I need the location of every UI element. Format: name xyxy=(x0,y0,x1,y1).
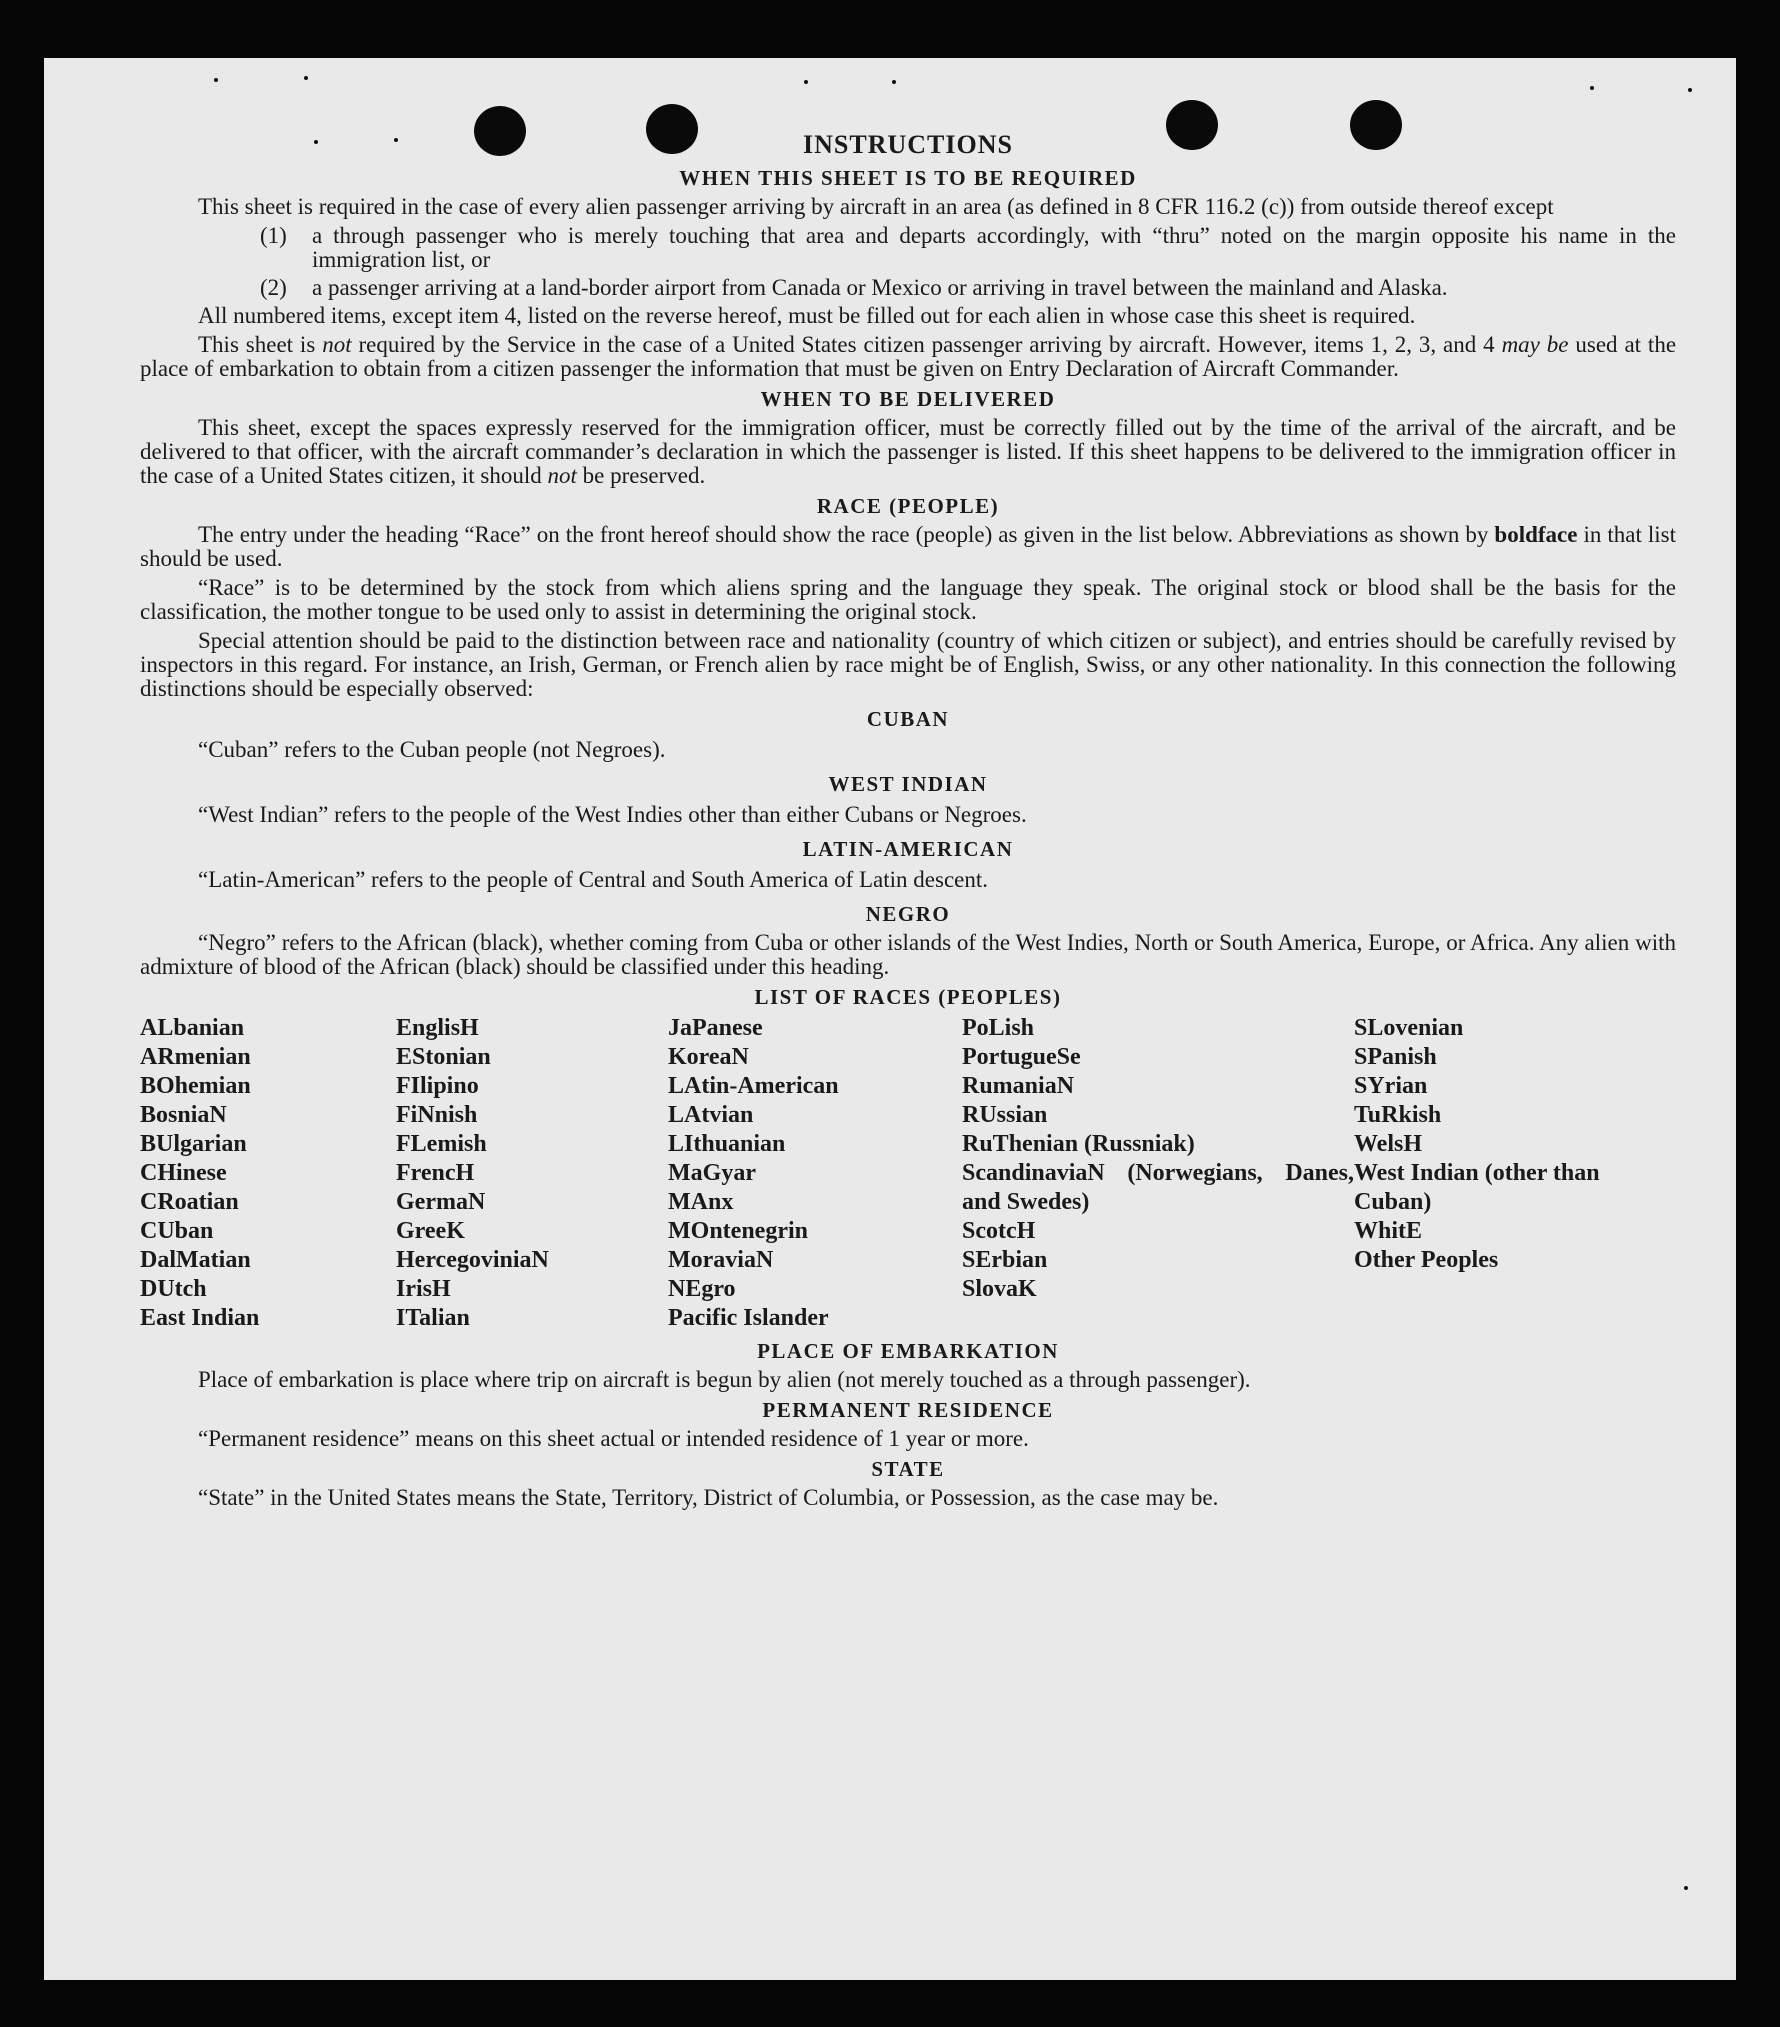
delivered-text-b: be preserved. xyxy=(582,463,706,488)
heading-race: RACE (PEOPLE) xyxy=(816,494,1000,518)
race-column xyxy=(396,1014,668,1333)
race-entry: ALbanian xyxy=(140,1015,245,1041)
race-entry: FrencH xyxy=(396,1160,475,1186)
cuban-text: “Cuban” refers to the Cuban people (not Negroes). xyxy=(198,737,666,762)
residence-text: “Permanent residence” means on this sheet actual or intended residence of 1 year or more. xyxy=(198,1426,1029,1451)
race-entry: SLovenian xyxy=(1354,1015,1464,1041)
embarkation-text: Place of embarkation is place where trip on aircraft is begun by alien (not merely touched as a through passenger). xyxy=(198,1367,1251,1392)
heading-permanent-residence: PERMANENT RESIDENCE xyxy=(762,1398,1054,1422)
race-entry: LAtin-American xyxy=(668,1073,839,1099)
race-entry: West Indian (other than Cuban) xyxy=(1354,1160,1600,1215)
west-indian-text: “West Indian” refers to the people of the West Indies other than either Cubans or Negroes. xyxy=(198,802,1027,827)
item-number: (2) xyxy=(260,275,287,300)
race-entry: TuRkish xyxy=(1354,1102,1442,1128)
heading-cuban: CUBAN xyxy=(866,707,950,731)
race-boldface: boldface xyxy=(1494,522,1578,547)
race-entry: DUtch xyxy=(140,1276,207,1302)
race-entry: BUlgarian xyxy=(140,1131,247,1157)
citizen-text-c: used at the place of embarkation to obtain from a citizen passenger the information that must be given on Entry Declaration of Aircraft Commander. xyxy=(140,332,1677,381)
race-entry: SPanish xyxy=(1354,1044,1437,1070)
race-entry: MoraviaN xyxy=(668,1247,774,1273)
race-entry: GreeK xyxy=(396,1218,465,1244)
race-entry: RUssian xyxy=(962,1102,1048,1128)
speck xyxy=(214,78,218,82)
item-text: a through passenger who is merely touching that area and departs accordingly, with “thru” noted on the margin opposite his name in the immigration list, or xyxy=(312,223,1676,272)
race-entry: IrisH xyxy=(396,1276,451,1302)
heading-state: STATE xyxy=(871,1457,945,1481)
instructions-content xyxy=(140,130,1676,1515)
citizen-text-b: required by the Service in the case of a United States citizen passenger arriving by aircraft. However, items 1, 2, 3, and 4 xyxy=(358,332,1495,357)
race-paragraph-1 xyxy=(140,523,1676,571)
race-entry: ScandinaviaN (Norwegians, Danes, and Swedes) xyxy=(962,1160,1354,1215)
citizen-paragraph xyxy=(140,333,1676,381)
race-entry: WhitE xyxy=(1354,1218,1423,1244)
heading-embarkation: PLACE OF EMBARKATION xyxy=(757,1339,1059,1363)
race-entry: GermaN xyxy=(396,1189,486,1215)
heading-negro: NEGRO xyxy=(865,902,951,926)
item-number: (1) xyxy=(260,223,287,248)
exception-item xyxy=(260,276,1676,300)
heading-west-indian: WEST INDIAN xyxy=(828,772,988,796)
speck xyxy=(1590,86,1594,90)
race-entry: HercegoviniaN xyxy=(396,1247,549,1273)
exception-item xyxy=(260,224,1676,272)
speck xyxy=(304,76,308,80)
speck xyxy=(1688,88,1692,92)
race-entry: CHinese xyxy=(140,1160,227,1186)
race-entry: ITalian xyxy=(396,1305,470,1331)
latin-american-text: “Latin-American” refers to the people of Central and South America of Latin descent. xyxy=(198,867,988,892)
race-entry: ARmenian xyxy=(140,1044,251,1070)
race-column xyxy=(140,1014,396,1333)
race-entry: JaPanese xyxy=(668,1015,763,1041)
race-entry: East Indian xyxy=(140,1305,260,1331)
race-entry: MOntenegrin xyxy=(668,1218,808,1244)
race-entry: NEgro xyxy=(668,1276,736,1302)
heading-when-delivered: WHEN TO BE DELIVERED xyxy=(760,387,1056,411)
race-entry: BOhemian xyxy=(140,1073,251,1099)
race-paragraph-2: “Race” is to be determined by the stock from which aliens spring and the language they speak. The original stock or blood shall be the basis for the classification, the mother tongue to be used only to assist in determining the original stock. xyxy=(140,575,1676,624)
race-column xyxy=(1354,1014,1654,1333)
race-entry: Pacific Islander xyxy=(668,1305,829,1331)
citizen-text-a: This sheet is xyxy=(198,332,316,357)
page-title: INSTRUCTIONS xyxy=(803,130,1013,159)
race-entry: FLemish xyxy=(396,1131,487,1157)
race-entry: LIthuanian xyxy=(668,1131,786,1157)
negro-text: “Negro” refers to the African (black), whether coming from Cuba or other islands of the West Indies, North or South America, Europe, or Africa. Any alien with admixture of blood of the African (black) should be classified under this heading. xyxy=(140,930,1676,979)
race-entry: RumaniaN xyxy=(962,1073,1075,1099)
race-entry: EnglisH xyxy=(396,1015,479,1041)
race-entry: Other Peoples xyxy=(1354,1247,1499,1273)
race-entry: SErbian xyxy=(962,1247,1048,1273)
heading-when-required: WHEN THIS SHEET IS TO BE REQUIRED xyxy=(679,166,1137,190)
speck xyxy=(804,80,808,84)
race-paragraph-3: Special attention should be paid to the distinction between race and nationality (country of which citizen or subject), and entries should be carefully revised by inspectors in this regard. For instance, an Irish, German, or French alien by race might be of English, Swiss, or any other nationality. In this connection the following distinctions should be especially observed: xyxy=(140,628,1676,701)
race-entry: WelsH xyxy=(1354,1131,1423,1157)
speck xyxy=(892,80,896,84)
race-entry: DalMatian xyxy=(140,1247,251,1273)
race-entry: EStonian xyxy=(396,1044,491,1070)
race-entry: PoLish xyxy=(962,1015,1035,1041)
citizen-not: not xyxy=(322,332,352,357)
race-entry: LAtvian xyxy=(668,1102,754,1128)
when-required-intro: This sheet is required in the case of every alien passenger arriving by aircraft in an area (as defined in 8 CFR 116.2 (c)) from outside thereof except xyxy=(198,194,1554,219)
race-entry: RuThenian (Russniak) xyxy=(962,1131,1195,1157)
race-column xyxy=(668,1014,962,1333)
race-column xyxy=(962,1014,1354,1333)
race-text-b: in that list should be used. xyxy=(140,522,1677,571)
race-entry: KoreaN xyxy=(668,1044,749,1070)
race-entry: CRoatian xyxy=(140,1189,239,1215)
race-entry: FiNnish xyxy=(396,1102,478,1128)
heading-latin-american: LATIN-AMERICAN xyxy=(802,837,1014,861)
race-text-a: The entry under the heading “Race” on the front hereof should show the race (people) as given in the list below. Abbreviations as shown by xyxy=(198,522,1489,547)
race-entry: SYrian xyxy=(1354,1073,1428,1099)
race-entry: BosniaN xyxy=(140,1102,227,1128)
race-entry: PortugueSe xyxy=(962,1044,1081,1070)
race-entry: MAnx xyxy=(668,1189,734,1215)
delivered-text-a: This sheet, except the spaces expressly reserved for the immigration officer, must be correctly filled out by the time of the arrival of the aircraft, and be delivered to that officer, with the aircraft commander’s declaration in which the passenger is listed. If this sheet happens to be delivered to the immigration officer in the case of a United States citizen, it should xyxy=(140,415,1676,488)
citizen-may-be: may be xyxy=(1501,332,1569,357)
item-text: a passenger arriving at a land-border airport from Canada or Mexico or arriving in travel between the mainland and Alaska. xyxy=(312,275,1448,300)
race-list xyxy=(140,1014,1676,1333)
state-text: “State” in the United States means the State, Territory, District of Columbia, or Possession, as the case may be. xyxy=(198,1485,1219,1510)
heading-list-of-races: LIST OF RACES (PEOPLES) xyxy=(754,985,1062,1009)
speck xyxy=(1684,1886,1688,1890)
delivered-paragraph xyxy=(140,416,1676,488)
race-entry: FIlipino xyxy=(396,1073,479,1099)
race-entry: CUban xyxy=(140,1218,214,1244)
document-page xyxy=(44,58,1736,1980)
race-entry: SlovaK xyxy=(962,1276,1037,1302)
delivered-not: not xyxy=(547,463,577,488)
numbered-items-paragraph: All numbered items, except item 4, listed on the reverse hereof, must be filled out for each alien in whose case this sheet is required. xyxy=(198,303,1416,328)
race-entry: MaGyar xyxy=(668,1160,756,1186)
race-entry: ScotcH xyxy=(962,1218,1036,1244)
